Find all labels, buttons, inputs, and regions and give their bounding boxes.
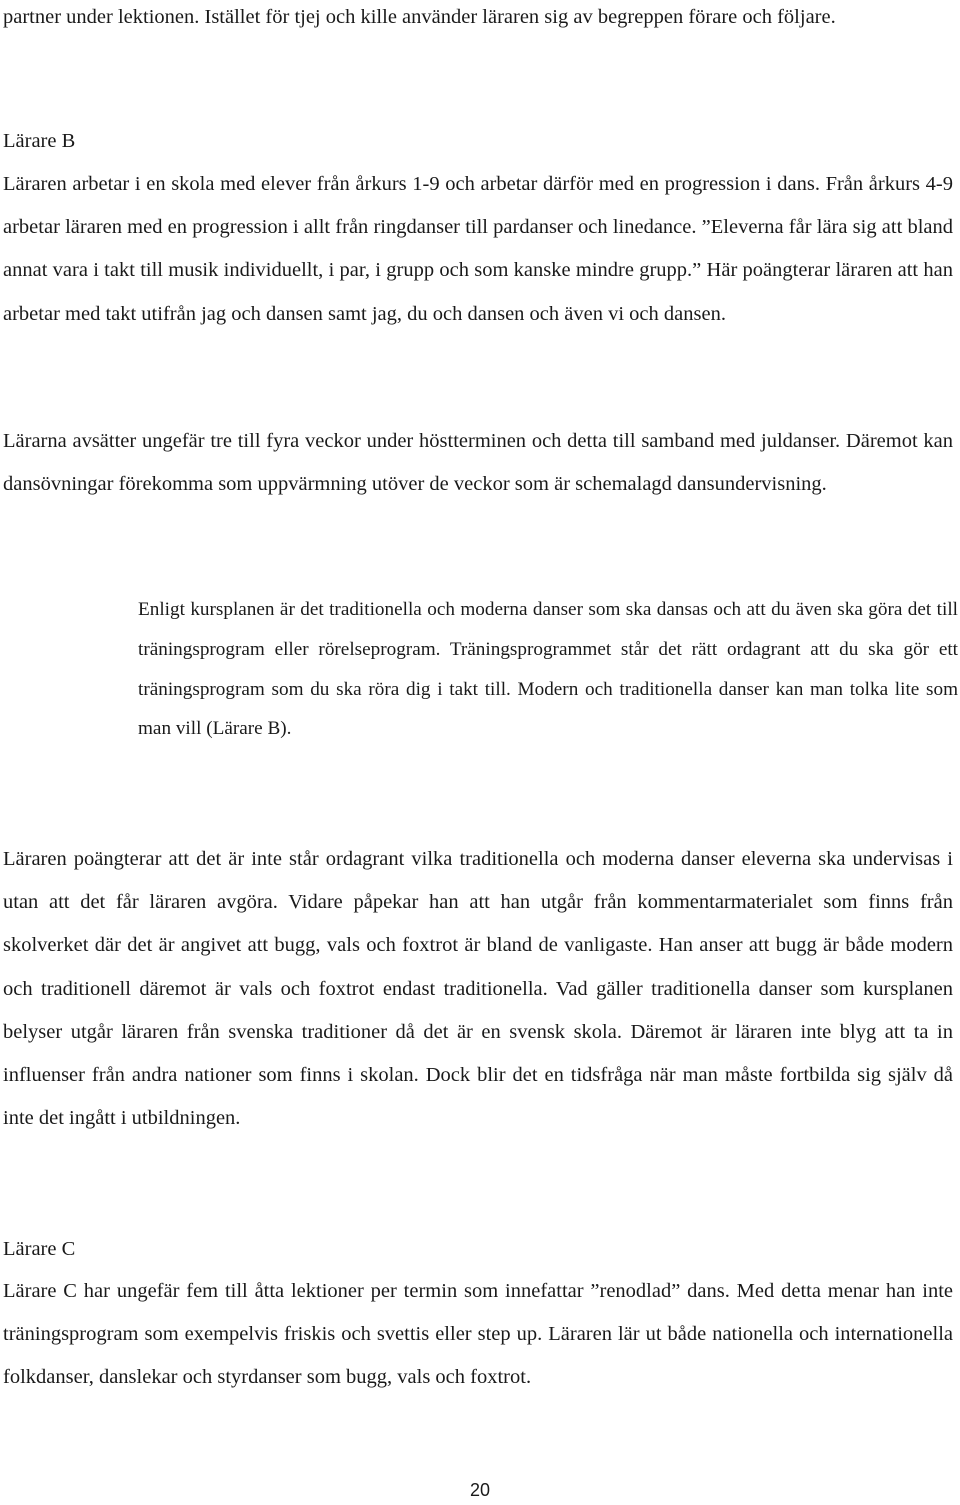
paragraph-larare-b-progression: Läraren arbetar i en skola med elever från årkurs 1-9 och arbetar därför med en progression i dans. Från årkurs 4-9 arbetar läraren med en progression i allt från ringdanser till pardanser och linedance. ”Eleverna får lära sig att bland annat vara i takt till musik individuellt, i par, i grupp och som kanske mindre grupp.” Här poängterar läraren att han arbetar med takt utifrån jag och dansen samt jag, du och dansen och även vi och dansen. xyxy=(3,173,953,325)
paragraph-larare-b-weeks: Lärarna avsätter ungefär tre till fyra veckor under höstterminen och detta till samband med juldanser. Däremot kan dansövningar förekomma som uppvärmning utöver de veckor som är schemalagd dansundervisning. xyxy=(3,430,953,496)
block-quote-larare-b: Enligt kursplanen är det traditionella och moderna danser som ska dansas och att du även ska göra det till träningsprogram eller rörelseprogram. Träningsprogrammet står det rätt ordagrant att du ska gör ett träningsprogram som du ska röra dig i takt till. Modern och traditionella danser kan man tolka lite som man vill (Lärare B). xyxy=(138,599,958,740)
section-heading-larare-b: Lärare B xyxy=(3,130,76,152)
page-number: 20 xyxy=(469,1480,491,1500)
section-heading-larare-c: Lärare C xyxy=(3,1238,76,1260)
paragraph-intro-continuation: partner under lektionen. Istället för tjej och kille använder läraren sig av begreppen förare och följare. xyxy=(3,6,836,28)
paragraph-larare-c-lessons: Lärare C har ungefär fem till åtta lektioner per termin som innefattar ”renodlad” dans. Med detta menar han inte träningsprogram som exempelvis friskis och svettis eller step up. Läraren lär ut både nationella och internationella folkdanser, danslekar och styrdanser som bugg, vals och foxtrot. xyxy=(3,1280,953,1389)
paragraph-larare-b-curriculum: Läraren poängterar att det är inte står ordagrant vilka traditionella och moderna danser eleverna ska undervisas i utan att det får läraren avgöra. Vidare påpekar han att han utgår från kommentarmaterialet som finns från skolverket där det är angivet att bugg, vals och foxtrot är bland de vanligaste. Han anser att bugg är både modern och traditionell däremot är vals och foxtrot endast traditionella. Vad gäller traditionella danser som kursplanen belyser utgår läraren från svenska traditioner då det är en svensk skola. Däremot är läraren inte blyg att ta in influenser från andra nationer som finns i skolan. Dock blir det en tidsfråga när man måste fortbilda sig själv då inte det ingått i utbildningen. xyxy=(3,848,953,1130)
